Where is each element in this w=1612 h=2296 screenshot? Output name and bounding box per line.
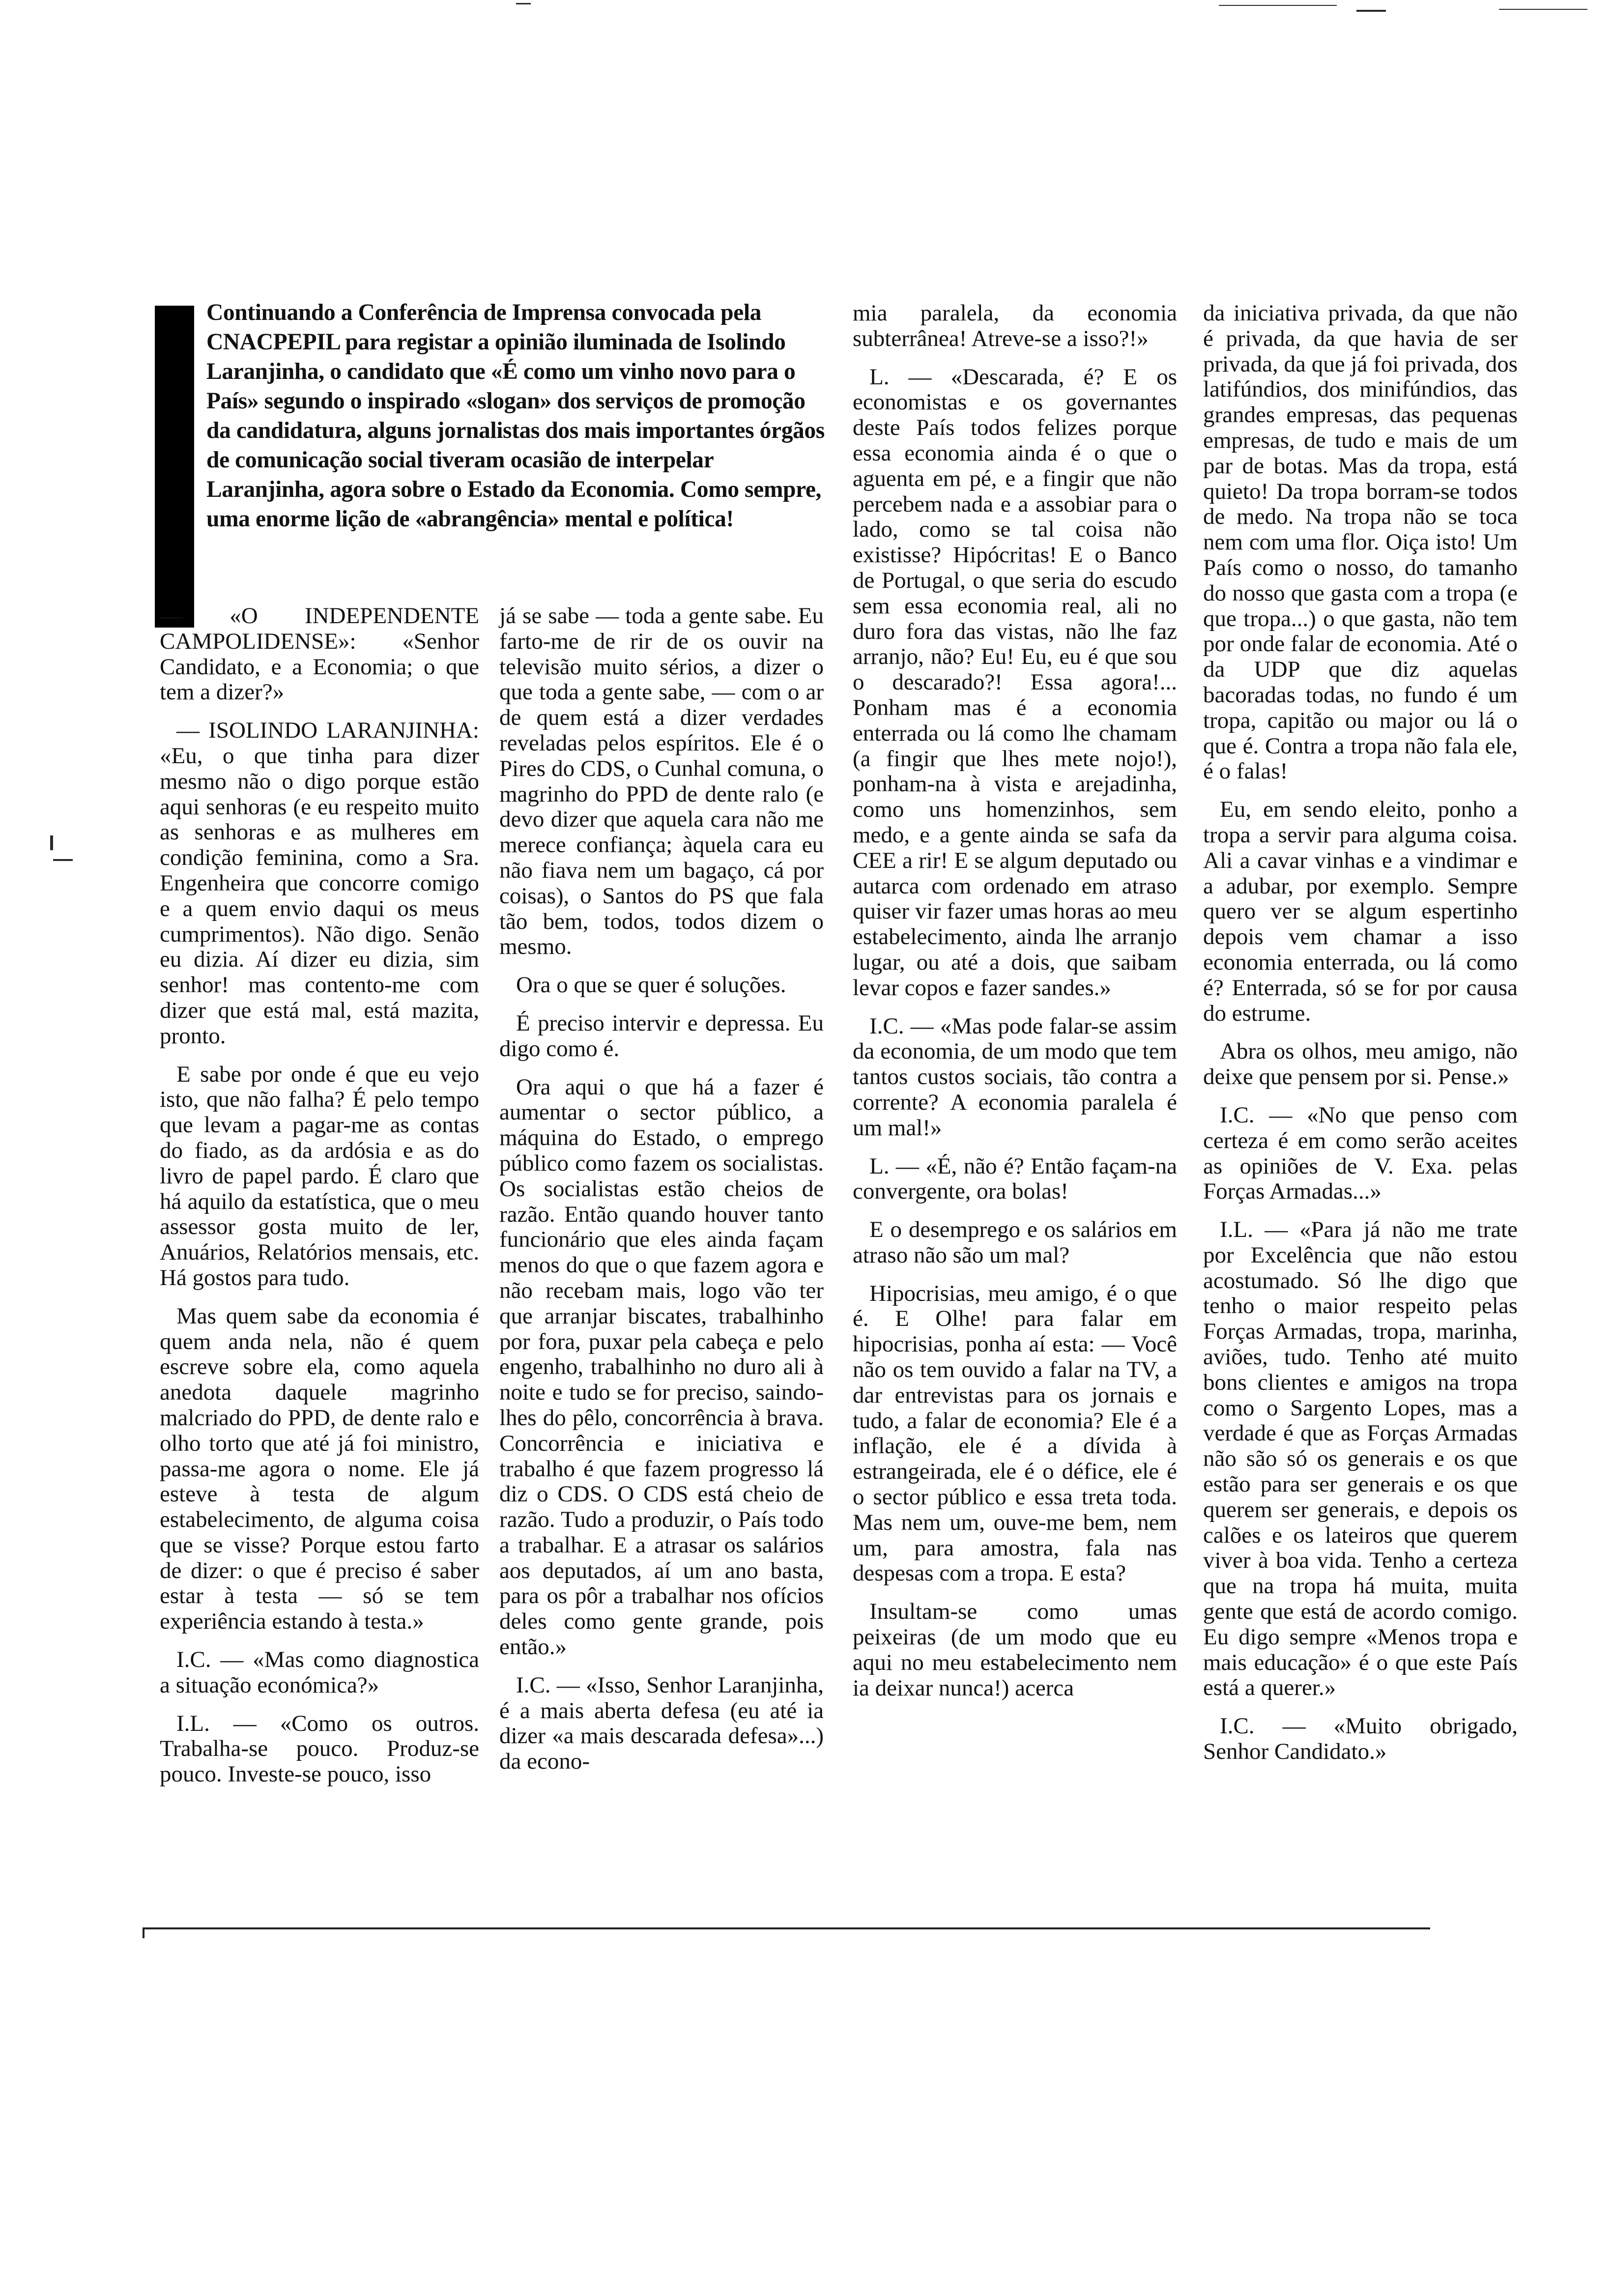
- col2-paragraph-3: É preciso intervir e depressa. Eu digo como é.: [499, 1010, 824, 1062]
- scan-mark-left-2: [53, 859, 73, 861]
- col3-paragraph-3: I.C. — «Mas pode falar-se assim da economia, de um modo que tem tantos custos sociais, tão contra a corrente? A economia paralela é um mal!»: [853, 1013, 1177, 1141]
- scan-mark-top-1: [516, 3, 531, 4]
- scan-mark-left-1: [50, 835, 53, 850]
- col1-paragraph-5: I.C. — «Mas como diagnostica a situação económica?»: [160, 1647, 479, 1698]
- col4-paragraph-3: Abra os olhos, meu amigo, não deixe que pensem por si. Pense.»: [1203, 1038, 1518, 1090]
- col4-paragraph-5: I.L. — «Para já não me trate por Excelência que não estou acostumado. Só lhe digo que tenho o maior respeito pelas Forças Armadas, tropa, marinha, aviões, tudo. Tenho até muito bons clientes e amigos na tropa como o Sargento Lopes, mas a verdade é que as Forças Armadas não são só os generais e os que estão para ser generais e os que querem ser generais, e depois os calões e os lateiros que querem viver à boa vida. Tenho a certeza que na tropa há muita, muita gente que está de acordo comigo. Eu digo sempre «Menos tropa e mais educação» é o que este País está a querer.»: [1203, 1217, 1518, 1701]
- col2-paragraph-1: já se sabe — toda a gente sabe. Eu farto-me de rir de os ouvir na televisão muito sérios, a dizer o que toda a gente sabe, — com o ar de quem está a dizer verdades reveladas pelos espíritos. Ele é o Pires do CDS, o Cunhal comuna, o magrinho do PPD de dente ralo (e devo dizer que aquela cara não me merece confiança; àquela cara eu não fiava nem um bagaço, cá por coisas), o Santos do PS que fala tão bem, todos, todos dizem o mesmo.: [499, 603, 824, 960]
- scan-mark-top-3: [1356, 10, 1386, 12]
- col4-paragraph-4: I.C. — «No que penso com certeza é em como serão aceites as opiniões de V. Exa. pelas Forças Armadas...»: [1203, 1102, 1518, 1205]
- col2-paragraph-2: Ora o que se quer é soluções.: [516, 972, 786, 998]
- col2-paragraph-4: Ora aqui o que há a fazer é aumentar o sector público, a máquina do Estado, o emprego público como fazem os socialistas. Os socialistas estão cheios de razão. Então quando houver tanto funcionário que eles ainda façam menos do que o que fazem agora e não recebam mais, logo vão ter que arranjar biscates, trabalhinho por fora, puxar pela cabeça e pelo engenho, trabalhinho no duro ali à noite e tudo se for preciso, saindo-lhes do pêlo, concorrência à brava. Concorrência e iniciativa e trabalho é que fazem progresso lá diz o CDS. O CDS está cheio de razão. Tudo a produzir, o País todo a trabalhar. E a atrasar os salários aos deputados, aí um ano basta, para os pôr a trabalhar nos ofícios deles como gente grande, pois então.»: [499, 1074, 824, 1660]
- col1-paragraph-2: — ISOLINDO LARANJINHA: «Eu, o que tinha para dizer mesmo não o digo porque estão aqui senhoras (e eu respeito muito as senhoras e as mulheres em condição feminina, como a Sra. Engenheira que concorre comigo e a quem envio daqui os meus cumprimentos). Não digo. Senão eu dizia. Aí dizer eu dizia, sim senhor! mas contento-me com dizer que está mal, está mazita, pronto.: [160, 718, 479, 1049]
- scan-mark-top-4: [1499, 9, 1587, 10]
- bottom-rule-tick: [143, 1927, 144, 1938]
- column-3: [853, 301, 1177, 1714]
- column-1: [160, 603, 479, 1800]
- article-lead: Continuando a Conferência de Imprensa convocada pela CNACPEPIL para registar a opinião iluminada de Isolindo Laranjinha, o candidato que «É como um vinho novo para o País» segundo o inspirado «slogan» dos serviços de promoção da candidatura, alguns jornalistas dos mais importantes órgãos de comunicação social tiveram ocasião de interpelar Laranjinha, agora sobre o Estado da Economia. Como sempre, uma enorme lição de «abrangência» mental e política!: [206, 300, 825, 532]
- col3-paragraph-4: L. — «É, não é? Então façam-na convergente, ora bolas!: [853, 1153, 1177, 1205]
- col3-paragraph-1: mia paralela, da economia subterrânea! Atreve-se a isso?!»: [853, 300, 1177, 351]
- col4-paragraph-6: I.C. — «Muito obrigado, Senhor Candidato.»: [1203, 1713, 1518, 1765]
- lead-block-bar: [155, 306, 194, 628]
- column-2: [499, 603, 824, 1787]
- col1-paragraph-6: I.L. — «Como os outros. Trabalha-se pouco. Produz-se pouco. Investe-se pouco, isso: [160, 1710, 479, 1787]
- col1-paragraph-1: — «O INDEPENDENTE CAMPOLIDENSE»: «Senhor Candidato, e a Economia; o que tem a dizer?»: [160, 603, 479, 705]
- col3-paragraph-5: E o desemprego e os salários em atraso não são um mal?: [853, 1217, 1177, 1268]
- col4-paragraph-1: da iniciativa privada, da que não é privada, da que havia de ser privada, da que já foi privada, dos latifúndios, dos minifúndios, das grandes empresas, das pequenas empresas, de tudo e mais de um par de botas. Mas da tropa, está quieto! Da tropa borram-se todos de medo. Na tropa não se toca nem com uma flor. Oiça isto! Um País como o nosso, do tamanho do nosso que gasta com a tropa (e que tropa...) o que gasta, não tem por onde falar de economia. Até o da UDP que diz aquelas bacoradas todas, no fundo é um tropa, capitão ou major ou lá o que é. Contra a tropa não fala ele, é o falas!: [1203, 300, 1518, 784]
- scan-mark-top-2: [1219, 5, 1337, 6]
- col3-paragraph-7: Insultam-se como umas peixeiras (de um modo que eu aqui no meu estabelecimento nem ia deixar nunca!) acerca: [853, 1599, 1177, 1701]
- col4-paragraph-2: Eu, em sendo eleito, ponho a tropa a servir para alguma coisa. Ali a cavar vinhas e a vindimar e a adubar, por exemplo. Sempre quero ver se algum espertinho depois vem chamar a isso economia enterrada, ou lá como é? Enterrada, só se for por causa do estrume.: [1203, 797, 1518, 1026]
- col3-paragraph-6: Hipocrisias, meu amigo, é o que é. E Olhe! para falar em hipocrisias, ponha aí esta: — Você não os tem ouvido a falar na TV, a dar entrevistas para os jornais e tudo, a falar de economia? Ele é a inflação, ele é a dívida à estrangeirada, ele é o défice, ele é o sector público e essa treta toda. Mas nem um, ouve-me bem, nem um, para amostra, fala nas despesas com a tropa. E esta?: [853, 1280, 1177, 1586]
- col3-paragraph-2: L. — «Descarada, é? E os economistas e os governantes deste País todos felizes porque essa economia ainda é o que o aguenta em pé, e a fingir que não percebem nada e a assobiar para o lado, como se tal coisa não existisse? Hipócritas! E o Banco de Portugal, o que seria do escudo sem essa economia real, ali no duro fora das vistas, não lhe faz arranjo, não? Eu! Eu, eu é que sou o descarado?! Essa agora!... Ponham mas é a economia enterrada ou lá como lhe chamam (a fingir que lhes mete nojo!), ponham-na à vista e arejadinha, como uns homenzinhos, sem medo, e a gente ainda se safa da CEE a rir! E se algum deputado ou autarca com ordenado em atraso quiser vir fazer umas horas ao meu estabelecimento, ainda lhe arranjo lugar, ou até a dois, que saibam levar copos e fazer sandes.»: [853, 364, 1177, 1001]
- column-4: [1203, 301, 1518, 1778]
- bottom-rule: [143, 1927, 1430, 1929]
- col1-paragraph-4: Mas quem sabe da economia é quem anda nela, não é quem escreve sobre ela, como aquela anedota daquele magrinho malcriado do PPD, de dente ralo e olho torto que até já foi ministro, passa-me agora o nome. Ele já esteve à testa de algum estabelecimento, de alguma coisa que se visse? Porque estou farto de dizer: o que é preciso é saber estar à testa — só se tem experiência estando à testa.»: [160, 1303, 479, 1635]
- col1-paragraph-3: E sabe por onde é que eu vejo isto, que não falha? É pelo tempo que levam a pagar-me as contas do fiado, as da ardósia e as do livro de papel pardo. É claro que há aquilo da estatística, que o meu assessor gosta muito de ler, Anuários, Relatórios mensais, etc. Há gostos para tudo.: [160, 1061, 479, 1291]
- col2-paragraph-5: I.C. — «Isso, Senhor Laranjinha, é a mais aberta defesa (eu até ia dizer «a mais descarada defesa»...) da econo-: [499, 1672, 824, 1775]
